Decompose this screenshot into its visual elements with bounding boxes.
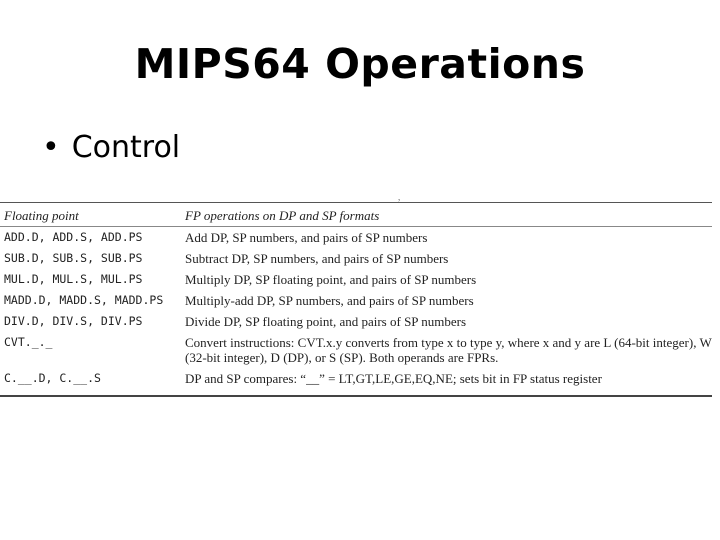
instruction-cell: MADD.D, MADD.S, MADD.PS — [4, 293, 164, 307]
instruction-cell: SUB.D, SUB.S, SUB.PS — [4, 251, 143, 265]
table-row — [0, 227, 712, 248]
bullet-item — [42, 130, 180, 165]
instruction-cell: ADD.D, ADD.S, ADD.PS — [4, 230, 143, 244]
table-row — [0, 311, 712, 332]
scan-mark: , — [398, 192, 401, 202]
slide-title: MIPS64 Operations — [134, 40, 586, 88]
instruction-cell: MUL.D, MUL.S, MUL.PS — [4, 272, 143, 286]
meaning-cell: Multiply DP, SP floating point, and pairs of SP numbers — [185, 272, 477, 287]
meaning-cell: Subtract DP, SP numbers, and pairs of SP numbers — [185, 251, 449, 266]
table-row — [0, 368, 712, 389]
meaning-cell: Convert instructions: CVT.x.y converts from type x to type y, where x and y are L (64-bit integer), W (32-bit integer), D (DP), or S (SP). Both operands are FPRs. — [185, 335, 712, 365]
instruction-cell: CVT._._ — [4, 335, 53, 349]
meaning-cell: Multiply-add DP, SP numbers, and pairs of SP numbers — [185, 293, 474, 308]
header-col-instruction: Floating point — [4, 208, 79, 223]
table-row — [0, 269, 712, 290]
instruction-cell: DIV.D, DIV.S, DIV.PS — [4, 314, 143, 328]
header-col-meaning: FP operations on DP and SP formats — [185, 208, 380, 223]
instruction-cell: C.__.D, C.__.S — [4, 371, 101, 385]
meaning-cell: Divide DP, SP floating point, and pairs of SP numbers — [185, 314, 467, 329]
bullet-dot-icon: • — [42, 130, 60, 165]
table-header-row — [0, 203, 712, 226]
table-row — [0, 248, 712, 269]
meaning-cell: Add DP, SP numbers, and pairs of SP numbers — [185, 230, 428, 245]
fp-operations-table — [0, 202, 712, 397]
meaning-cell: DP and SP compares: “__” = LT,GT,LE,GE,EQ,NE; sets bit in FP status register — [185, 371, 602, 386]
table-bottom-rule — [0, 395, 712, 397]
table-row — [0, 290, 712, 311]
table-row — [0, 332, 712, 368]
bullet-text: Control — [71, 130, 181, 165]
